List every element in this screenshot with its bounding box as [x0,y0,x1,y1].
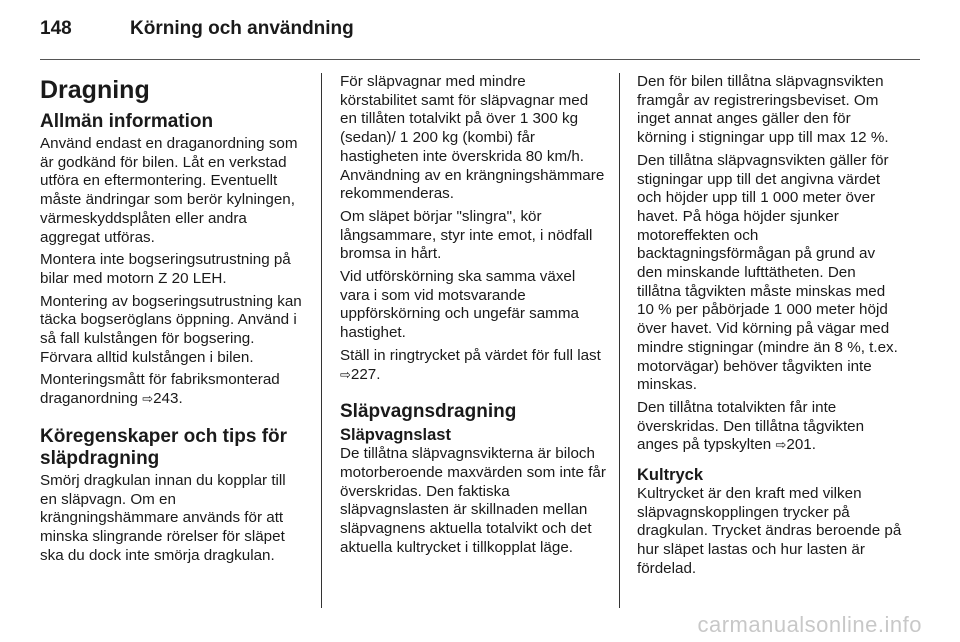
watermark: carmanualsonline.info [697,612,922,637]
column-2 [340,73,606,561]
page-reference-link[interactable] [340,366,380,383]
chapter-title: Körning och användning [130,18,354,39]
paragraph: Smörj dragkulan innan du kopplar till en släpvagn. Om en krängningshämmare används för att minska slingrande rörelser för släpet ska du dock inte smörja dragkulan. [40,471,286,564]
page-reference-link[interactable] [775,436,815,453]
paragraph: Montering av bogseringsutrustning kan täcka bogseröglans öppning. Använd i så fall kulstången för bogsering. Förvara alltid kulstången i bilen. [40,292,302,366]
paragraph [637,399,903,455]
reference-page: 227. [350,365,381,383]
paragraph [340,347,606,384]
paragraph: Använd endast en draganordning som är godkänd för bilen. Låt en verkstad utföra en eftermontering. Eventuellt måste ändringar som berör kylningen, värmeskyddsplåten eller andra aggregat utföras. [40,135,298,246]
column-divider-2 [619,73,620,608]
header-divider [40,59,920,60]
page-number: 148 [40,18,72,39]
column-3 [637,73,903,583]
page-header [40,18,354,48]
paragraph: Vid utförskörning ska samma växel vara i som vid motsvarande uppförskörning och ungefär samma hastighet. [340,268,579,342]
page-reference-link[interactable] [142,390,182,407]
subheading-trailer-load: Släpvagnslast [340,426,451,445]
column-1 [40,73,306,569]
paragraph-text: Ställ in ringtrycket på värdet för full last [340,346,601,364]
paragraph: För släpvagnar med mindre körstabilitet samt för släpvagnar med en tillåten totalvikt på över 1 300 kg (sedan)/ 1 200 kg (kombi) får hastigheten inte överskrida 80 km/h. Användning av en krängningshämmare rekommenderas. [340,73,605,203]
heading-trailer-towing: Släpvagnsdragning [340,401,517,423]
paragraph [40,371,306,408]
reference-page: 243. [153,390,183,408]
paragraph-text: Monteringsmått för fabriksmonterad draganordning [40,371,280,408]
heading-general-info: Allmän information [40,111,214,132]
paragraph: Om släpet börjar "slingra", kör långsammare, styr inte emot, i nödfall bromsa in hårt. [340,207,593,263]
paragraph: Den tillåtna släpvagnsvikten gäller för stigningar upp till det angivna värdet och höjder upp till 1 000 meter över havet. På höga höjder sjunker motoreffekten och backtagningsförmågan på grund av den minskande lufttätheten. Den tillåtna tågvikten måste minskas med 10 % per påbörjade 1 000 meter höjd över havet. Vid körning på vägar med mindre stigningar (mindre än 8 %, t.ex. motorvägar) behöver tågvikten inte minskas. [637,151,898,394]
paragraph: Den för bilen tillåtna släpvagnsvikten framgår av registreringsbeviset. Om inget annat anges gäller den för körning i stigningar upp till max 12 %. [637,73,889,147]
heading-driving-tips: Köregenskaper och tips för släpdragning [40,425,288,469]
column-divider-1 [321,73,322,608]
section-title: Dragning [40,76,150,104]
paragraph: Kultrycket är den kraft med vilken släpvagnskopplingen trycker på dragkulan. Trycket ändras beroende på hur släpet lastas och hur lasten är fördelad. [637,485,902,577]
subheading-ball-pressure: Kultryck [637,466,704,485]
reference-page: 201. [786,436,816,454]
paragraph: Montera inte bogseringsutrustning på bilar med motorn Z 20 LEH. [40,251,291,287]
paragraph: De tillåtna släpvagnsvikterna är biloch motorberoende maxvärden som inte får överskridas. Den faktiska släpvagnslasten är skillnaden mellan släpvagnens aktuella totalvikt och det aktuella kultrycket i tillkopplat läge. [340,445,606,556]
paragraph-text: Den tillåtna totalvikten får inte överskridas. Den tillåtna tågvikten anges på typskylten [637,398,865,454]
